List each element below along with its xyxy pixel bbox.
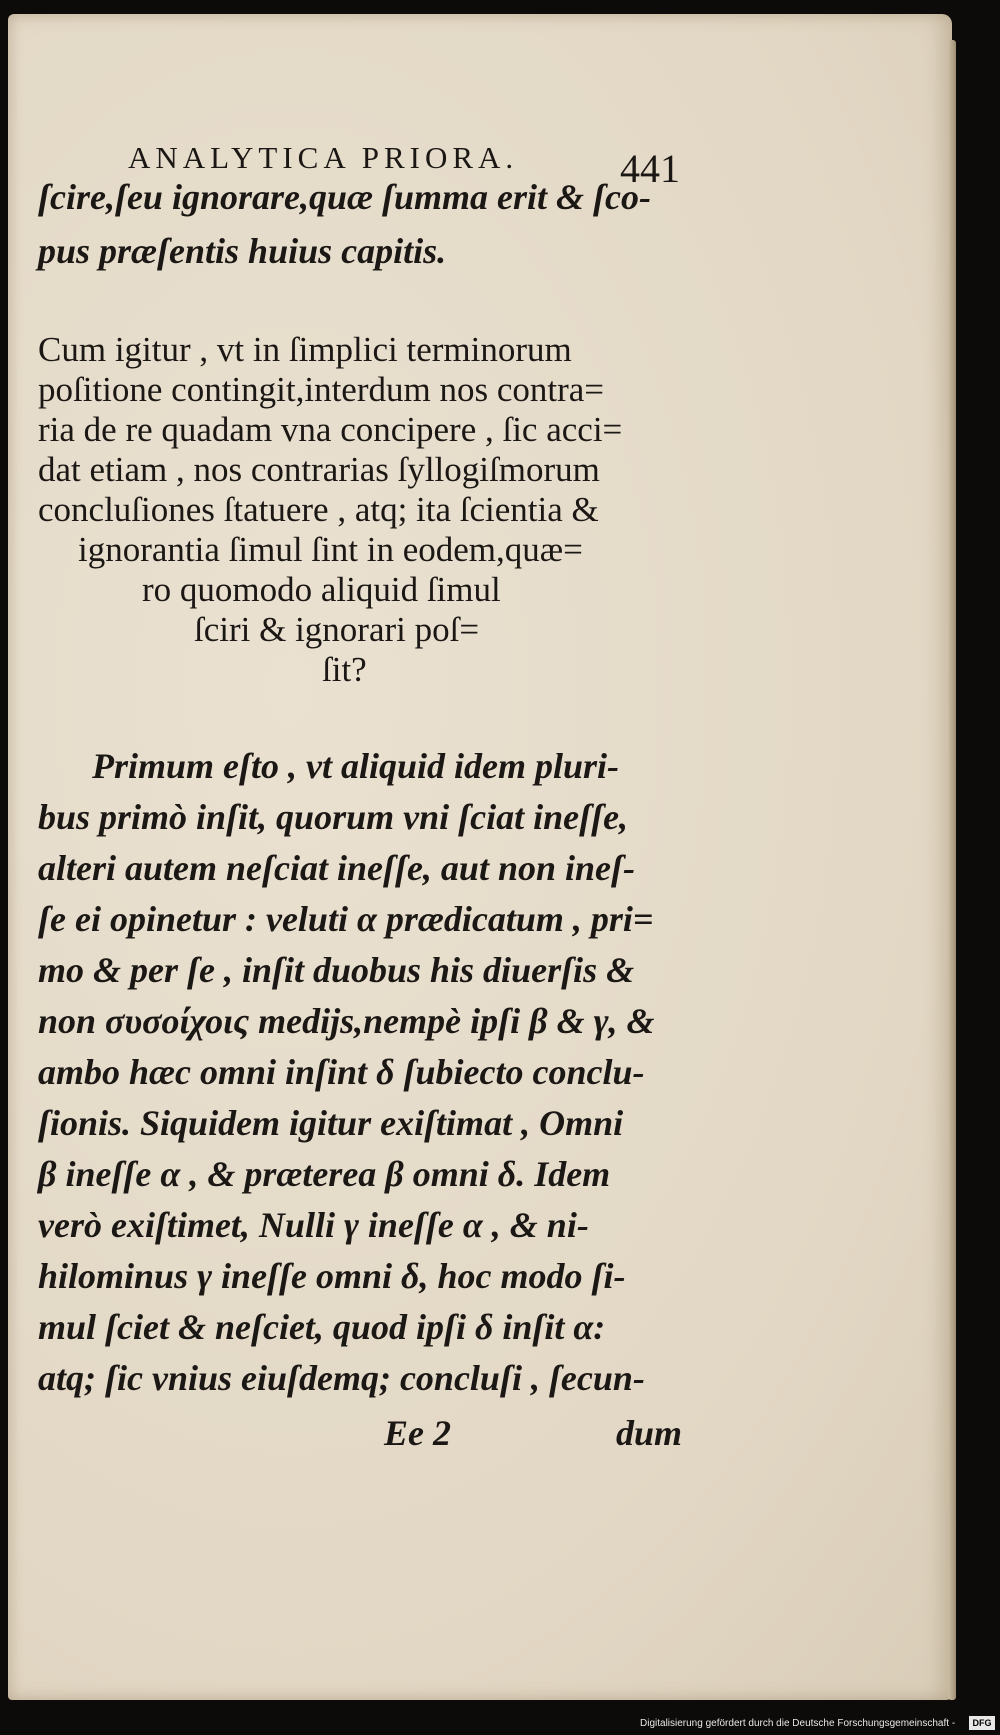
- answer-line-10: verò exiſtimet, Nulli γ ineſſe α , & ni-: [38, 1205, 589, 1245]
- answer-line-2: bus primò inſit, quorum vni ſciat ineſſe,: [38, 797, 629, 837]
- answer-line-1: Primum eſto , vt aliquid idem pluri-: [92, 746, 620, 786]
- page-edge: [948, 40, 956, 1700]
- answer-line-7: ambo hæc omni inſint δ ſubiecto conclu-: [38, 1052, 645, 1092]
- answer-line-6: non συσοίχοις medijs,nempè ipſi β & γ, &: [38, 1001, 655, 1041]
- question-line-1: Cum igitur , vt in ſimplici terminorum: [38, 330, 572, 369]
- question-line-4: dat etiam , nos contrarias ſyllogiſmorum: [38, 450, 600, 489]
- page-number: 441: [620, 146, 680, 191]
- answer-line-12: mul ſciet & neſciet, quod ipſi δ inſit α:: [38, 1307, 606, 1347]
- answer-line-3: alteri autem neſciat ineſſe, aut non ineſ-: [38, 848, 635, 888]
- answer-line-11: hilominus γ ineſſe omni δ, hoc modo ſi-: [38, 1256, 626, 1296]
- answer-line-4: ſe ei opinetur : veluti α prædicatum , pri=: [38, 899, 654, 939]
- signature-mark: Ee 2: [384, 1413, 451, 1453]
- answer-line-5: mo & per ſe , inſit duobus his diuerſis &: [38, 950, 635, 990]
- question-line-6: ignorantia ſimul ſint in eodem,quæ=: [78, 530, 583, 569]
- digitization-credit: Digitalisierung gefördert durch die Deutsche Forschungsgemeinschaft -: [640, 1718, 956, 1729]
- answer-line-13: atq; ſic vnius eiuſdemq; concluſi , ſecun-: [38, 1358, 645, 1398]
- question-line-7: ro quomodo aliquid ſimul: [142, 570, 501, 609]
- catchword: dum: [616, 1413, 683, 1453]
- question-line-2: poſitione contingit,interdum nos contra=: [38, 370, 605, 409]
- dfg-logo: DFG: [969, 1716, 995, 1730]
- question-line-8: ſciri & ignorari poſ=: [194, 610, 480, 649]
- question-line-3: ria de re quadam vna concipere , ſic acci=: [38, 410, 623, 449]
- intro-line-1: ſcire,ſeu ignorare,quæ ſumma erit & ſco-: [38, 177, 651, 217]
- answer-line-8: ſionis. Siquidem igitur exiſtimat , Omni: [38, 1103, 624, 1143]
- intro-line-2: pus præſentis huius capitis.: [38, 231, 447, 271]
- running-title: ANALYTICA PRIORA.: [128, 140, 519, 175]
- answer-line-9: β ineſſe α , & præterea β omni δ. Idem: [38, 1154, 611, 1194]
- question-line-5: concluſiones ſtatuere , atq; ita ſcientia &: [38, 490, 599, 529]
- question-line-9: ſit?: [322, 650, 367, 689]
